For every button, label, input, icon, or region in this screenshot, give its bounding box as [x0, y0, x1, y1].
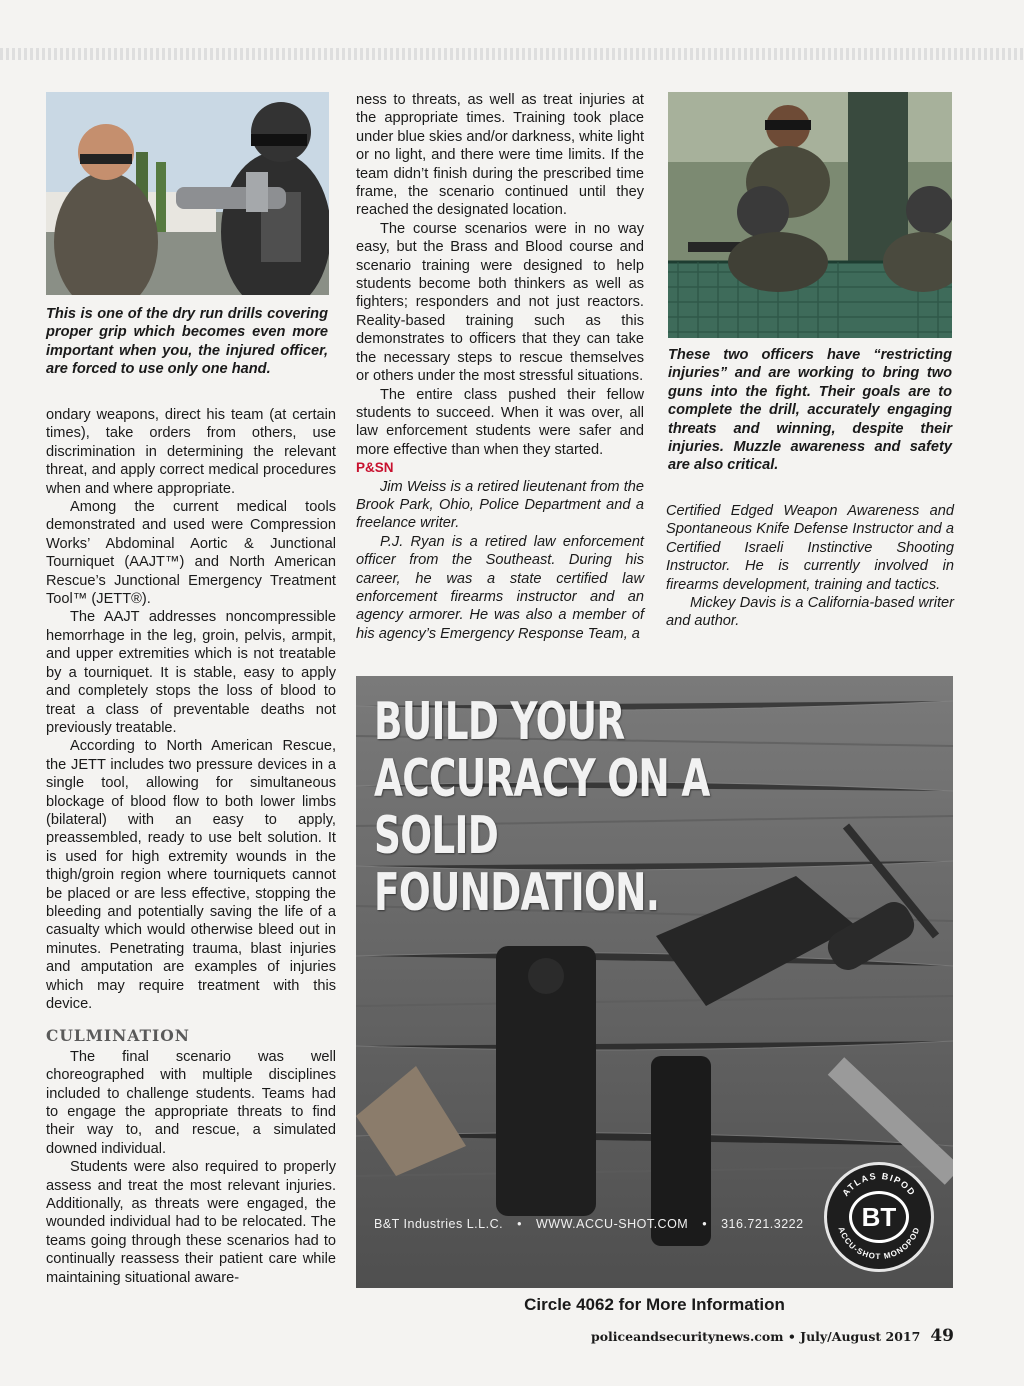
ad-phone: 316.721.3222	[721, 1217, 804, 1231]
bullet-separator: •	[517, 1217, 522, 1231]
ad-headline: BUILD YOUR ACCURACY ON A SOLID FOUNDATION.	[374, 692, 710, 923]
paragraph: The final scenario was well choreographed with multiple disciplines included to challenge students. Teams had to engage the appropriate threats to find their way to, and rescue, a simulated downed individual.	[46, 1048, 336, 1157]
ad-website-link[interactable]: WWW.ACCU-SHOT.COM	[535, 1217, 689, 1231]
paragraph: The entire class pushed their fellow students to succeed. When it was over, all law enforcement students were safer and more effective than when they started.	[356, 386, 644, 458]
reader-service-caption: Circle 4062 for More Information	[524, 1295, 785, 1314]
author-bio: Certified Edged Weapon Awareness and Spontaneous Knife Defense Instructor and a Certified Israeli Instinctive Shooting Instructor. He is currently involved in firearms development, training and tactics.	[666, 503, 954, 593]
photo-restricting-injuries	[668, 92, 952, 338]
logo-ring-top-text: ATLAS BIPOD	[840, 1170, 918, 1199]
page-number: 49	[930, 1326, 954, 1346]
paragraph: ondary weapons, direct his team (at certain times), take orders from others, use discrimination in determining the relevant threat, and apply correct medical procedures when and where appropriate.	[46, 407, 336, 497]
section-heading: CULMINATION	[46, 1026, 190, 1046]
author-bio: Mickey Davis is a California-based writer and author.	[666, 595, 954, 630]
footer-site-date: policeandsecuritynews.com • July/August 2017	[590, 1329, 921, 1344]
logo-ring-bottom-text: ACCU-SHOT MONOPOD	[836, 1225, 922, 1262]
bt-logo	[824, 1162, 934, 1272]
advertisement[interactable]	[356, 676, 953, 1288]
photo-grip-drill	[46, 92, 329, 295]
ad-company: B&T Industries L.L.C.	[374, 1217, 504, 1231]
end-mark: P&SN	[356, 460, 394, 476]
author-bio: Jim Weiss is a retired lieutenant from the Brook Park, Ohio, Police Department and a freelance writer.	[356, 478, 644, 532]
photo-left-caption: This is one of the dry run drills covering proper grip which becomes even more important when you, the injured officer, are forced to use only one hand.	[46, 306, 328, 378]
bullet-separator: •	[702, 1217, 708, 1231]
paragraph: The AAJT addresses noncompressible hemorrhage in the leg, groin, pelvis, armpit, and upper extremities which is not treatable by a tourniquet. It is stable, easy to apply and completely stops the loss of blood to treat a class of preventable deaths not previously treatable.	[46, 609, 336, 736]
article-column-left	[46, 406, 336, 1287]
article-column-middle	[356, 91, 644, 643]
page-footer	[591, 1326, 954, 1346]
article-column-right	[666, 502, 954, 631]
paragraph: The course scenarios were in no way easy, but the Brass and Blood course and scenario training were designed to help students become both thinkers as well as fighters; responders and not just reactors. Reality-based training such as this demonstrates to officers that they can take the necessary steps to rescue themselves or others under the most stressful situations.	[356, 220, 644, 385]
paragraph: ness to threats, as well as treat injuries at the appropriate times. Training took place under blue skies and/or darkness, white light or no light, and there were time limits. If the team didn’t finish during the prescribed time frame, the scenario continued until they reached the designated location.	[356, 92, 644, 219]
photo-right-caption: These two officers have “restricting injuries” and are working to bring two guns into the fight. Their goals are to complete the drill, accurately engaging threats and winning, despite their injuries. Muzzle awareness and safety are also critical.	[668, 347, 952, 474]
ad-contact-bar	[356, 1206, 816, 1242]
paragraph: Among the current medical tools demonstrated and used were Compression Works’ Abdominal Aortic & Junctional Tourniquet (AAJT™) and North American Rescue’s Junctional Emergency Treatment Tool™ (JETT®).	[46, 499, 336, 608]
top-decorative-border	[0, 48, 1024, 60]
paragraph: According to North American Rescue, the JETT includes two pressure devices in a single tool, allowing for simultaneous blockage of blood flow to both lower limbs (bilateral) with an easy to apply, preassembled, ready to use belt solution. It is used for high extremity wounds in the thigh/groin region where tourniquets cannot be placed or are less effective, stopping the bleeding and potentially saving the life of a casualty which would otherwise bleed out in minutes. Penetrating trauma, blast injuries and amputation are examples of injuries which may require treatment with this device.	[46, 738, 336, 1012]
logo-text: BT	[849, 1191, 909, 1243]
author-bio: P.J. Ryan is a retired law enforcement officer from the Southeast. During his career, he was a state certified law enforcement firearms instructor and an agency armorer. He was also a member of his agency’s Emergency Response Team, a	[356, 533, 644, 642]
paragraph: Students were also required to properly assess and treat the most relevant injuries. Additionally, as threats were engaged, the wounded individual had to be relocated. The teams going through these scenarios had to continually reassess their patient care while maintaining situational aware-	[46, 1159, 336, 1286]
